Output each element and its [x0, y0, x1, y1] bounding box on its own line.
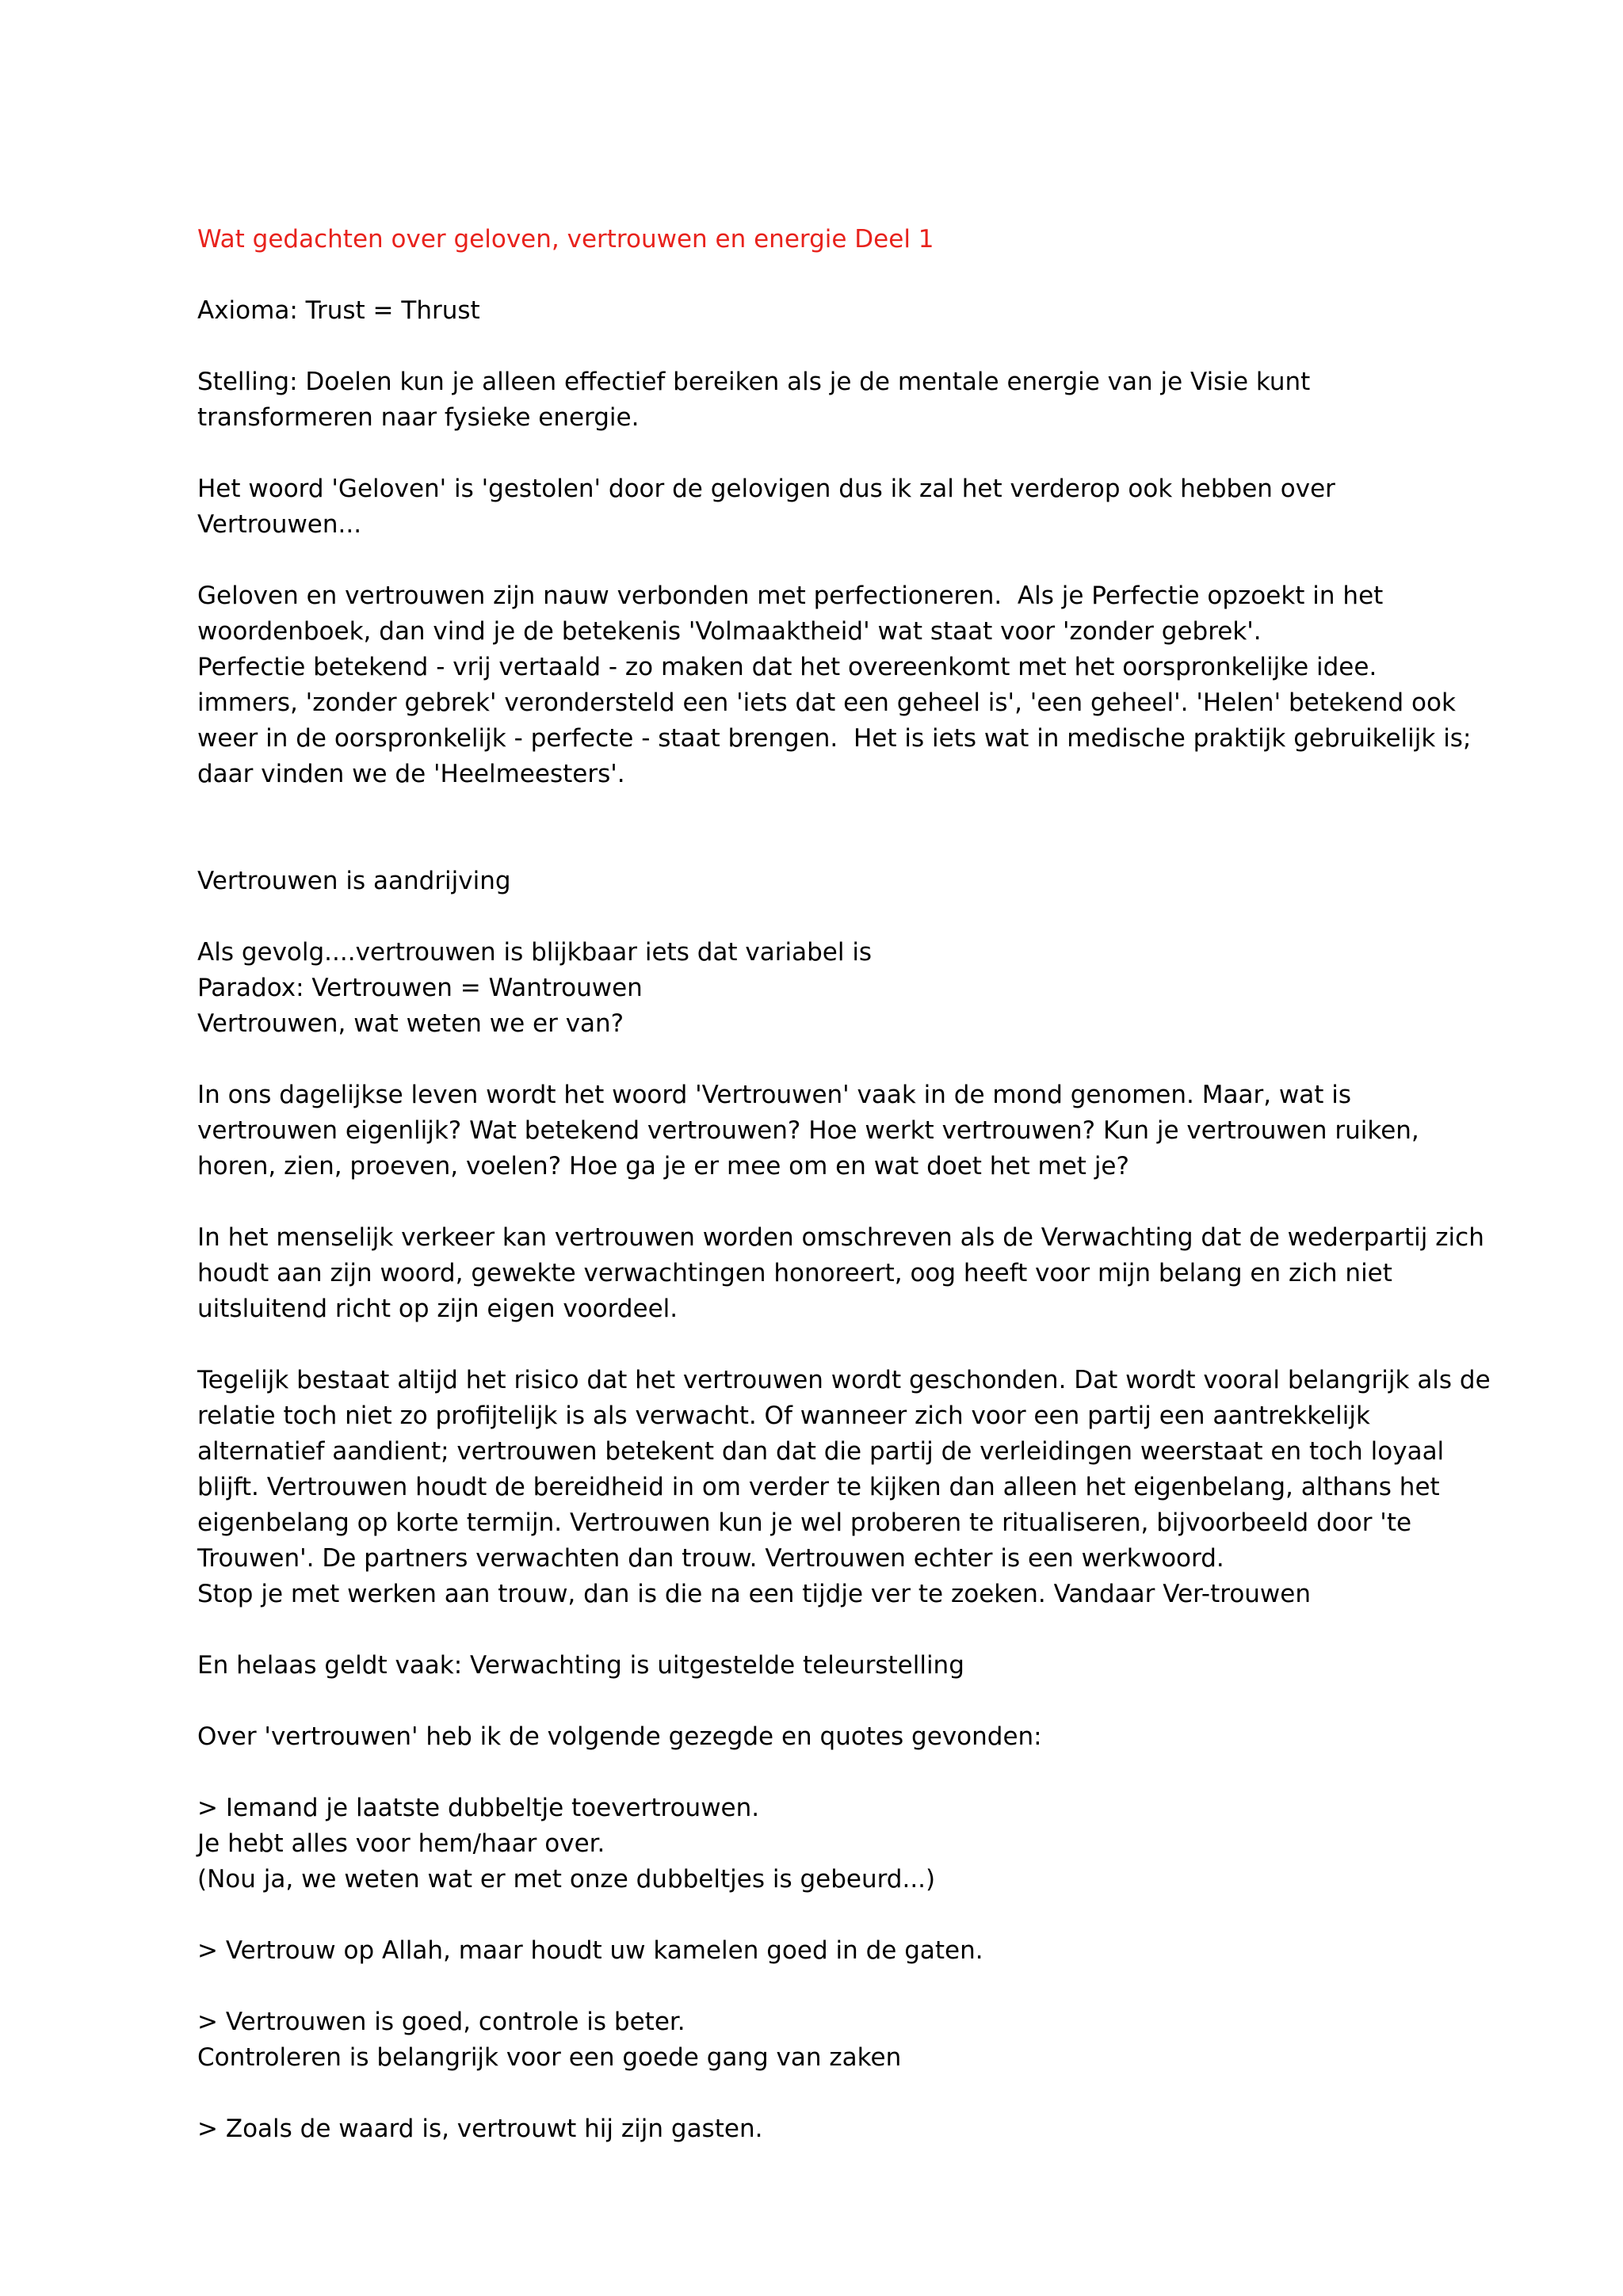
text-line: Stop je met werken aan trouw, dan is die na een tijdje ver te zoeken. Vandaar Ver-trouwen — [197, 1580, 1312, 1608]
text-line: (Nou ja, we weten wat er met onze dubbeltjes is gebeurd...) — [197, 1865, 936, 1894]
text-line: En helaas geldt vaak: Verwachting is uitgestelde teleurstelling — [197, 1651, 964, 1680]
paragraph — [197, 1648, 1528, 1684]
title-line: Wat gedachten over geloven, vertrouwen en energie Deel 1 — [197, 225, 934, 254]
text-line: horen, zien, proeven, voelen? Hoe ga je er mee om en wat doet het met je? — [197, 1152, 1129, 1180]
text-line: daar vinden we de 'Heelmeesters'. — [197, 760, 625, 788]
paragraph — [197, 1933, 1528, 1969]
text-line: Vertrouwen is aandrijving — [197, 867, 511, 895]
paragraph — [197, 364, 1528, 436]
paragraph — [197, 935, 1528, 1042]
text-line: > Vertrouwen is goed, controle is beter. — [197, 2008, 685, 2036]
text-line: Controleren is belangrijk voor een goede gang van zaken — [197, 2043, 902, 2072]
text-line: In het menselijk verkeer kan vertrouwen worden omschreven als de Verwachting dat de wederpartij zich — [197, 1223, 1484, 1252]
paragraph — [197, 2111, 1528, 2147]
paragraph — [197, 2004, 1528, 2076]
text-line: > Zoals de waard is, vertrouwt hij zijn gasten. — [197, 2115, 763, 2143]
text-line: eigenbelang op korte termijn. Vertrouwen kun je wel proberen te ritualiseren, bijvoorbeeld door 'te — [197, 1508, 1412, 1537]
text-line: uitsluitend richt op zijn eigen voordeel. — [197, 1295, 678, 1323]
text-line: > Vertrouw op Allah, maar houdt uw kamelen goed in de gaten. — [197, 1936, 983, 1965]
text-line: Vertrouwen... — [197, 510, 362, 539]
paragraph — [197, 864, 1528, 899]
paragraph — [197, 1719, 1528, 1755]
text-line: Het woord 'Geloven' is 'gestolen' door de gelovigen dus ik zal het verderop ook hebben over — [197, 475, 1335, 503]
paragraph — [197, 1791, 1528, 1897]
text-line: blijft. Vertrouwen houdt de bereidheid in om verder te kijken dan alleen het eigenbelang, althans het — [197, 1473, 1440, 1501]
text-line: > Iemand je laatste dubbeltje toevertrouwen. — [197, 1794, 760, 1822]
text-line: transformeren naar fysieke energie. — [197, 403, 640, 432]
document-body — [197, 222, 1528, 2147]
text-line: Tegelijk bestaat altijd het risico dat het vertrouwen wordt geschonden. Dat wordt vooral belangrijk als de — [197, 1366, 1491, 1394]
paragraph — [197, 471, 1528, 543]
text-line: vertrouwen eigenlijk? Wat betekend vertrouwen? Hoe werkt vertrouwen? Kun je vertrouwen ruiken, — [197, 1116, 1419, 1145]
text-line: immers, 'zonder gebrek' verondersteld een 'iets dat een geheel is', 'een geheel'. 'Helen' betekend ook — [197, 688, 1456, 717]
paragraph — [197, 1363, 1528, 1612]
text-line: Over 'vertrouwen' heb ik de volgende gezegde en quotes gevonden: — [197, 1722, 1042, 1751]
text-line: Stelling: Doelen kun je alleen effectief bereiken als je de mentale energie van je Visie kunt — [197, 368, 1311, 396]
text-line: Axioma: Trust = Thrust — [197, 296, 480, 325]
text-line: Trouwen'. De partners verwachten dan trouw. Vertrouwen echter is een werkwoord. — [197, 1544, 1224, 1573]
paragraph — [197, 578, 1528, 792]
text-line: relatie toch niet zo profijtelijk is als verwacht. Of wanneer zich voor een partij een aantrekkelijk — [197, 1402, 1370, 1430]
text-line: weer in de oorspronkelijk - perfecte - staat brengen. Het is iets wat in medische praktijk gebruikelijk is; — [197, 724, 1472, 753]
document-title — [197, 222, 1528, 257]
paragraph — [197, 1077, 1528, 1184]
text-line: woordenboek, dan vind je de betekenis 'Volmaaktheid' wat staat voor 'zonder gebrek'. — [197, 617, 1262, 646]
text-line: Paradox: Vertrouwen = Wantrouwen — [197, 974, 643, 1002]
text-line: Je hebt alles voor hem/haar over. — [197, 1829, 605, 1858]
paragraph — [197, 1220, 1528, 1327]
text-line: Perfectie betekend - vrij vertaald - zo maken dat het overeenkomt met het oorspronkelijke idee. — [197, 653, 1377, 681]
text-line: Geloven en vertrouwen zijn nauw verbonden met perfectioneren. Als je Perfectie opzoekt in het — [197, 582, 1384, 610]
text-line: alternatief aandient; vertrouwen betekent dan dat die partij de verleidingen weerstaat en toch loyaal — [197, 1437, 1445, 1466]
text-line: Als gevolg....vertrouwen is blijkbaar iets dat variabel is — [197, 938, 873, 967]
paragraph — [197, 293, 1528, 329]
text-line: In ons dagelijkse leven wordt het woord 'Vertrouwen' vaak in de mond genomen. Maar, wat is — [197, 1081, 1352, 1109]
text-line: Vertrouwen, wat weten we er van? — [197, 1009, 624, 1038]
text-line: houdt aan zijn woord, gewekte verwachtingen honoreert, oog heeft voor mijn belang en zich niet — [197, 1259, 1392, 1287]
